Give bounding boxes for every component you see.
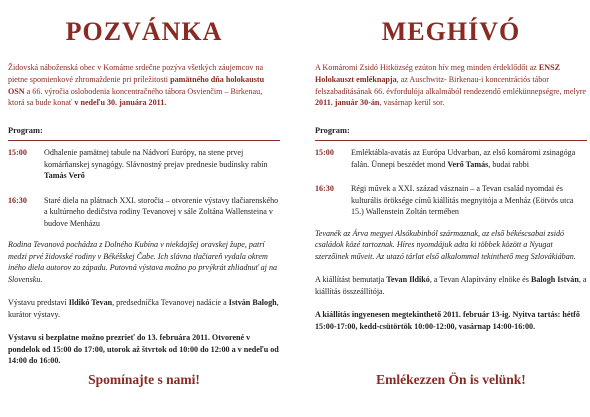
hungarian-closing: Emlékezzen Ön is velünk! xyxy=(376,372,526,387)
program-time: 16:30 xyxy=(8,195,27,205)
hungarian-divider xyxy=(315,140,587,141)
program-time: 15:00 xyxy=(8,148,27,158)
program-description: Odhalenie pamätnej tabule na Nádvorí Európy, na stene prvej komárňanskej synagógy. Slávnostný prejav prednesie budínsky rabín Tamás Verő xyxy=(44,148,268,181)
slovak-closing: Spomínajte s nami! xyxy=(88,372,200,387)
program-time: 16:30 xyxy=(315,184,334,194)
program-time: 15:00 xyxy=(315,148,334,158)
slovak-program-item xyxy=(8,195,280,230)
slovak-opening-hours: Výstavu si bezplatne možno prezrieť do 13. februára 2011. Otvorené v pondelok od 15:00 do 17:00, utorok až štvrtok od 10:00 do 12:00 a v nedeľu od 14:00 do 16:00. xyxy=(8,333,279,366)
slovak-intro: Židovská náboženská obec v Komárne srdečne pozýva všetkých záujemcov na pietne spomienkové zhromaždenie pri príležitosti pamätného dňa holokaustu OSN a 66. výročia oslobodenia koncentračného tábora Osvienčim – Birkenau, ktorá sa bude konať v nedeľu 30. januára 2011. xyxy=(8,63,265,108)
slovak-exhibit-presenters: Výstavu predstaví Ildikó Tevan, predsedníčka Tevanovej nadácie a István Balogh, kurátor výstavy. xyxy=(8,298,279,319)
slovak-divider xyxy=(8,140,280,141)
program-description: Régi művek a XXI. század vásznain – a Tevan család nyomdai és kulturális öröksége című kiállítás megnyitója a Menház (Eötvös utca 15.) Wallenstein Zoltán termében xyxy=(351,184,574,217)
hungarian-exhibit-presenters: A kiállítást bemutatja Tevan Ildikó, a Tevan Alapítvány elnöke és Balogh István, a kiállítás összeállítója. xyxy=(315,275,587,296)
slovak-title: POZVÁNKA xyxy=(65,17,223,46)
slovak-column xyxy=(8,0,280,367)
slovak-program-label: Program: xyxy=(8,126,43,136)
hungarian-intro: A Komáromi Zsidó Hitközség ezúton hív meg minden érdeklődőt az ENSZ Holokauszt emléknapja, az Auschwitz- Birkenau-i koncentrációs tábor felszabadításának 66. évfordulója alkalmából rendezendő emlékünnepségre, melyre 2011. január 30-án, vasárnap kerül sor. xyxy=(315,63,587,108)
slovak-program-item xyxy=(8,147,280,182)
hungarian-family-note: Tevanék az Árva megyei Alsókubinból származnak, az első békéscsabai zsidó családok közé tartoznak. Híres nyomdájuk adta ki többek között a Nyugat szerzőinek műveit. Az utazó tárlat első alkalommal tekinthető meg Szlovákiában. xyxy=(315,228,576,261)
hungarian-program-item xyxy=(315,147,587,170)
program-description: Emléktábla-avatás az Európa Udvarban, az első komáromi zsinagóga falán. Ünnepi beszédet mond Verő Tamás, budai rabbi xyxy=(351,148,576,169)
hungarian-title: MEGHÍVÓ xyxy=(381,17,521,46)
slovak-family-note: Rodina Tevanová pochádza z Dolného Kubína v niekdajšej oravskej župe, patrí medzi prvé židovské rodiny v Békéšskej Čabe. Ich slávna tlačiareň vydala okrem iného diela autorov zo západu. Putovná výstava možno po prvýkrát zhliadnuť aj na Slovensku. xyxy=(8,240,278,284)
hungarian-opening-hours: A kiállítás ingyenesen megtekinthető 2011. február 13-ig. Nyitva tartás: hétfő 15:00-17:00, kedd-csütörtök 10:00-12:00, vasárnap 14:00-16:00. xyxy=(315,310,580,331)
program-description: Staré diela na plátnach XXI. storočia – otvorenie výstavy tlačiarenského a kultúrneho dedičstva rodiny Tevanovej v sále Zoltána Wallensteina v budove Menházu xyxy=(44,195,279,228)
hungarian-program-item xyxy=(315,183,587,218)
hungarian-program-label: Program: xyxy=(315,126,350,136)
hungarian-column xyxy=(315,0,587,332)
